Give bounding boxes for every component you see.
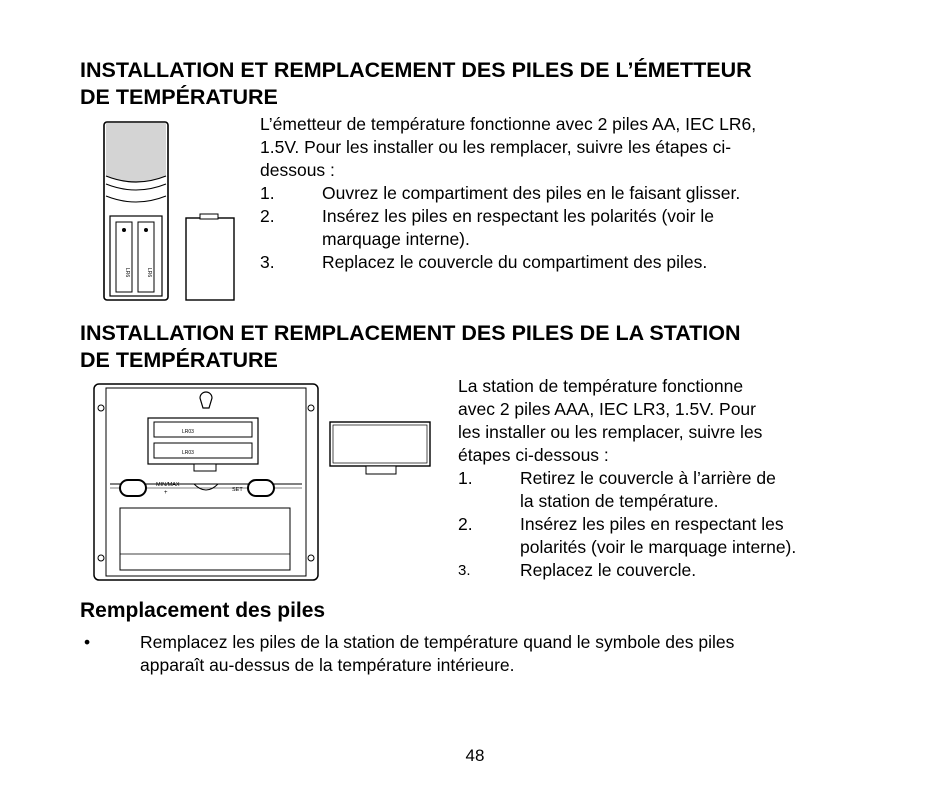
transmitter-figure <box>100 118 240 306</box>
transmitter-body <box>104 122 168 300</box>
list-item <box>458 559 898 582</box>
section1-steps <box>260 182 860 274</box>
station-back <box>94 384 318 580</box>
station-battery-cover <box>330 422 430 474</box>
step-number: 2. <box>260 206 275 226</box>
battery-cover <box>186 214 234 300</box>
list-item <box>260 182 860 205</box>
section1-title-line1: INSTALLATION ET REMPLACEMENT DES PILES DE L’ÉMETTEUR <box>80 58 752 82</box>
section1-title-line2: DE TEMPÉRATURE <box>80 85 278 109</box>
step-number: 3. <box>458 562 471 579</box>
section2-intro <box>458 375 762 467</box>
step-text: Replacez le couvercle du compartiment des piles. <box>322 252 708 272</box>
step-text: polarités (voir le marquage interne). <box>520 537 797 557</box>
step-text: Retirez le couvercle à l’arrière de <box>520 468 776 488</box>
section2-title-line2: DE TEMPÉRATURE <box>80 348 278 372</box>
step-text: Insérez les piles en respectant les <box>520 514 784 534</box>
step-number: 1. <box>458 468 473 488</box>
section2-intro-line: étapes ci-dessous : <box>458 445 609 465</box>
section2-title-line1: INSTALLATION ET REMPLACEMENT DES PILES DE LA STATION <box>80 321 741 345</box>
step-text: la station de température. <box>520 491 719 511</box>
cell-label: LR03 <box>182 450 194 456</box>
step-text: marquage interne). <box>322 229 470 249</box>
step-text: Ouvrez le compartiment des piles en le faisant glisser. <box>322 183 741 203</box>
section1-intro-line: 1.5V. Pour les installer ou les remplacer, suivre les étapes ci- <box>260 137 732 157</box>
page-number: 48 <box>465 746 485 765</box>
bullet-text: Remplacez les piles de la station de température quand le symbole des piles <box>140 632 735 652</box>
section1-title <box>80 57 752 111</box>
section3-title: Remplacement des piles <box>80 599 326 622</box>
plus-label: + <box>164 490 168 496</box>
cell-label: LR6 <box>146 268 152 278</box>
minmax-label: MIN/MAX <box>156 482 180 488</box>
station-figure <box>92 382 440 584</box>
list-item <box>458 513 898 559</box>
step-text: Insérez les piles en respectant les polarités (voir le <box>322 206 714 226</box>
step-number: 1. <box>260 183 275 203</box>
step-number: 2. <box>458 514 473 534</box>
step-number: 3. <box>260 252 275 272</box>
set-label: SET <box>232 487 243 493</box>
section1-intro-line: L’émetteur de température fonctionne avec 2 piles AA, IEC LR6, <box>260 114 757 134</box>
list-item <box>458 467 898 513</box>
section2-intro-line: La station de température fonctionne <box>458 376 744 396</box>
section3-bullet <box>80 631 880 677</box>
section2-title <box>80 320 741 374</box>
cell-label: LR6 <box>124 268 130 278</box>
section2-intro-line: les installer ou les remplacer, suivre les <box>458 422 763 442</box>
section2-intro-line: avec 2 piles AAA, IEC LR3, 1.5V. Pour <box>458 399 756 419</box>
step-text: Replacez le couvercle. <box>520 560 697 580</box>
bullet-text: apparaît au-dessus de la température intérieure. <box>140 655 515 675</box>
section1-intro <box>260 113 756 182</box>
list-item <box>260 205 860 251</box>
list-item <box>260 251 860 274</box>
section2-steps <box>458 467 898 582</box>
bullet-icon: • <box>84 632 91 652</box>
section1-intro-line: dessous : <box>260 160 335 180</box>
cell-label: LR03 <box>182 429 194 435</box>
